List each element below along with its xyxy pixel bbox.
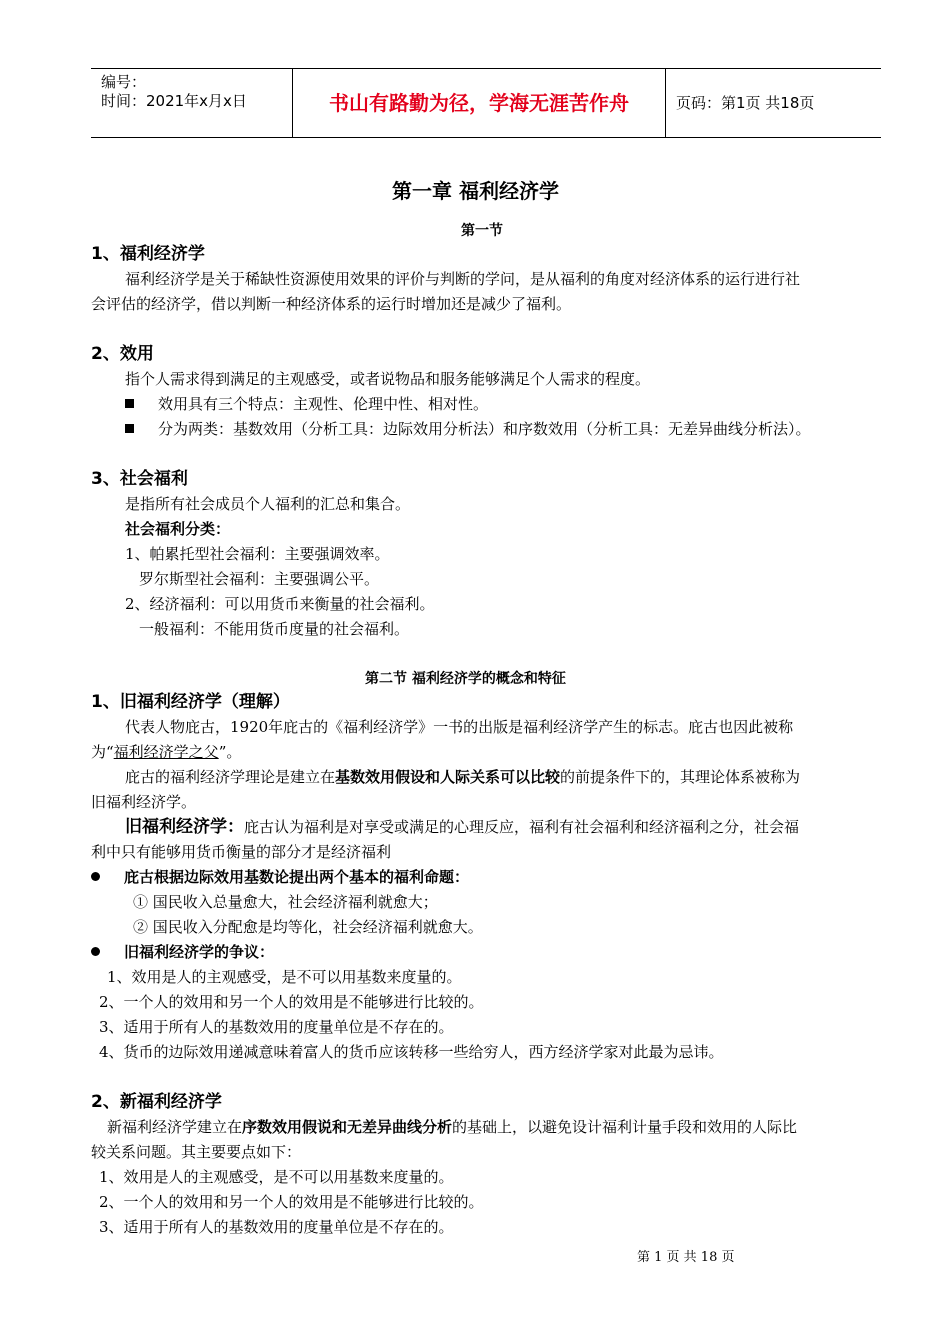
list-item: 一般福利：不能用货币度量的社会福利。 [139, 620, 410, 638]
subheading-classification: 社会福利分类： [125, 520, 231, 538]
list-item: 3、适用于所有人的基数效用的度量单位是不存在的。 [99, 1218, 454, 1236]
bullet-text: 旧福利经济学的争议： [124, 943, 275, 961]
text-span: 的基础上，以避免设计福利计量手段和效用的人际比 [452, 1118, 798, 1136]
paragraph-line [91, 1116, 797, 1138]
list-item: 1、效用是人的主观感受，是不可以用基数来度量的。 [107, 968, 462, 986]
text-span: ”。 [218, 743, 242, 761]
document-time-label: 时间：2021年x月x日 [101, 92, 247, 110]
dot-bullet-icon [91, 947, 100, 956]
underlined-term: 福利经济学之父 [113, 743, 219, 761]
paragraph-line: 较关系问题。其主要要点如下： [91, 1143, 302, 1161]
text-span: 庇古认为福利是对享受或满足的心理反应，福利有社会福利和经济福利之分，社会福 [244, 818, 800, 836]
paragraph-line: 旧福利经济学。 [91, 793, 197, 811]
bullet-item [125, 393, 488, 415]
list-item: 1、效用是人的主观感受，是不可以用基数来度量的。 [99, 1168, 454, 1186]
square-bullet-icon [125, 399, 134, 408]
heading-old-welfare-economics: 1、旧福利经济学（理解） [91, 692, 290, 712]
text-span: 为“ [91, 743, 114, 761]
bold-term: 基数效用假设和人际关系可以比较 [335, 768, 561, 786]
list-item: 2、一个人的效用和另一个人的效用是不能够进行比较的。 [99, 1193, 484, 1211]
bullet-text: 庇古根据边际效用基数论提出两个基本的福利命题： [124, 868, 470, 886]
list-item: 2、经济福利：可以用货币来衡量的社会福利。 [125, 595, 435, 613]
header-motto: 书山有路勤为径，学海无涯苦作舟 [329, 91, 629, 115]
paragraph-line: 是指所有社会成员个人福利的汇总和集合。 [125, 495, 411, 513]
heading-social-welfare: 3、社会福利 [91, 469, 188, 489]
paragraph-line: 利中只有能够用货币衡量的部分才是经济福利 [91, 843, 392, 861]
list-item: 4、货币的边际效用递减意味着富人的货币应该转移一些给穷人，西方经济学家对此最为忌讳。 [99, 1043, 724, 1061]
paragraph-line: 代表人物庇古，1920年庇古的《福利经济学》一书的出版是福利经济学产生的标志。庇古也因此被称 [125, 718, 794, 736]
list-item: 1、帕累托型社会福利：主要强调效率。 [125, 545, 390, 563]
list-item: 2、一个人的效用和另一个人的效用是不能够进行比较的。 [99, 993, 484, 1011]
heading-new-welfare-economics: 2、新福利经济学 [91, 1092, 222, 1112]
bullet-text: 效用具有三个特点：主观性、伦理中性、相对性。 [158, 395, 489, 413]
section-title-1: 第一节 [461, 223, 503, 239]
header-motto-cell [293, 69, 666, 137]
header-info-cell [91, 69, 293, 137]
page-footer: 第 1 页 共 18 页 [637, 1250, 735, 1265]
paragraph-line [125, 766, 800, 788]
dot-bullet-icon [91, 872, 100, 881]
text-span: 的前提条件下的，其理论体系被称为 [560, 768, 801, 786]
paragraph-line [91, 741, 241, 763]
bullet-text: 分为两类：基数效用（分析工具：边际效用分析法）和序数效用（分析工具：无差异曲线分析法）。 [158, 420, 811, 438]
paragraph-line: 福利经济学是关于稀缺性资源使用效果的评价与判断的学问，是从福利的角度对经济体系的运行进行社 [125, 270, 801, 288]
heading-utility: 2、效用 [91, 344, 154, 364]
text-span: 新福利经济学建立在 [107, 1118, 243, 1136]
bold-term: 旧福利经济学： [125, 817, 244, 837]
text-span: 庇古的福利经济学理论是建立在 [125, 768, 336, 786]
header-page-number: 页码：第1页 共18页 [676, 94, 815, 112]
list-item: ① 国民收入总量愈大，社会经济福利就愈大； [133, 893, 438, 911]
bold-term: 序数效用假说和无差异曲线分析 [242, 1118, 453, 1136]
bullet-item [125, 418, 811, 440]
document-number-label: 编号： [101, 73, 147, 91]
square-bullet-icon [125, 424, 134, 433]
list-item: ② 国民收入分配愈是均等化，社会经济福利就愈大。 [133, 918, 483, 936]
list-item: 3、适用于所有人的基数效用的度量单位是不存在的。 [99, 1018, 454, 1036]
dot-bullet-item [91, 941, 274, 963]
list-item: 罗尔斯型社会福利：主要强调公平。 [139, 570, 380, 588]
paragraph-line [125, 816, 799, 838]
heading-welfare-economics: 1、福利经济学 [91, 244, 205, 264]
paragraph-line: 指个人需求得到满足的主观感受，或者说物品和服务能够满足个人需求的程度。 [125, 370, 651, 388]
chapter-title: 第一章 福利经济学 [392, 179, 559, 203]
section-title-2: 第二节 福利经济学的概念和特征 [365, 671, 566, 687]
dot-bullet-item [91, 866, 469, 888]
header-page-cell [666, 69, 881, 137]
paragraph-line: 会评估的经济学，借以判断一种经济体系的运行时增加还是减少了福利。 [91, 295, 572, 313]
header-table [91, 68, 881, 138]
